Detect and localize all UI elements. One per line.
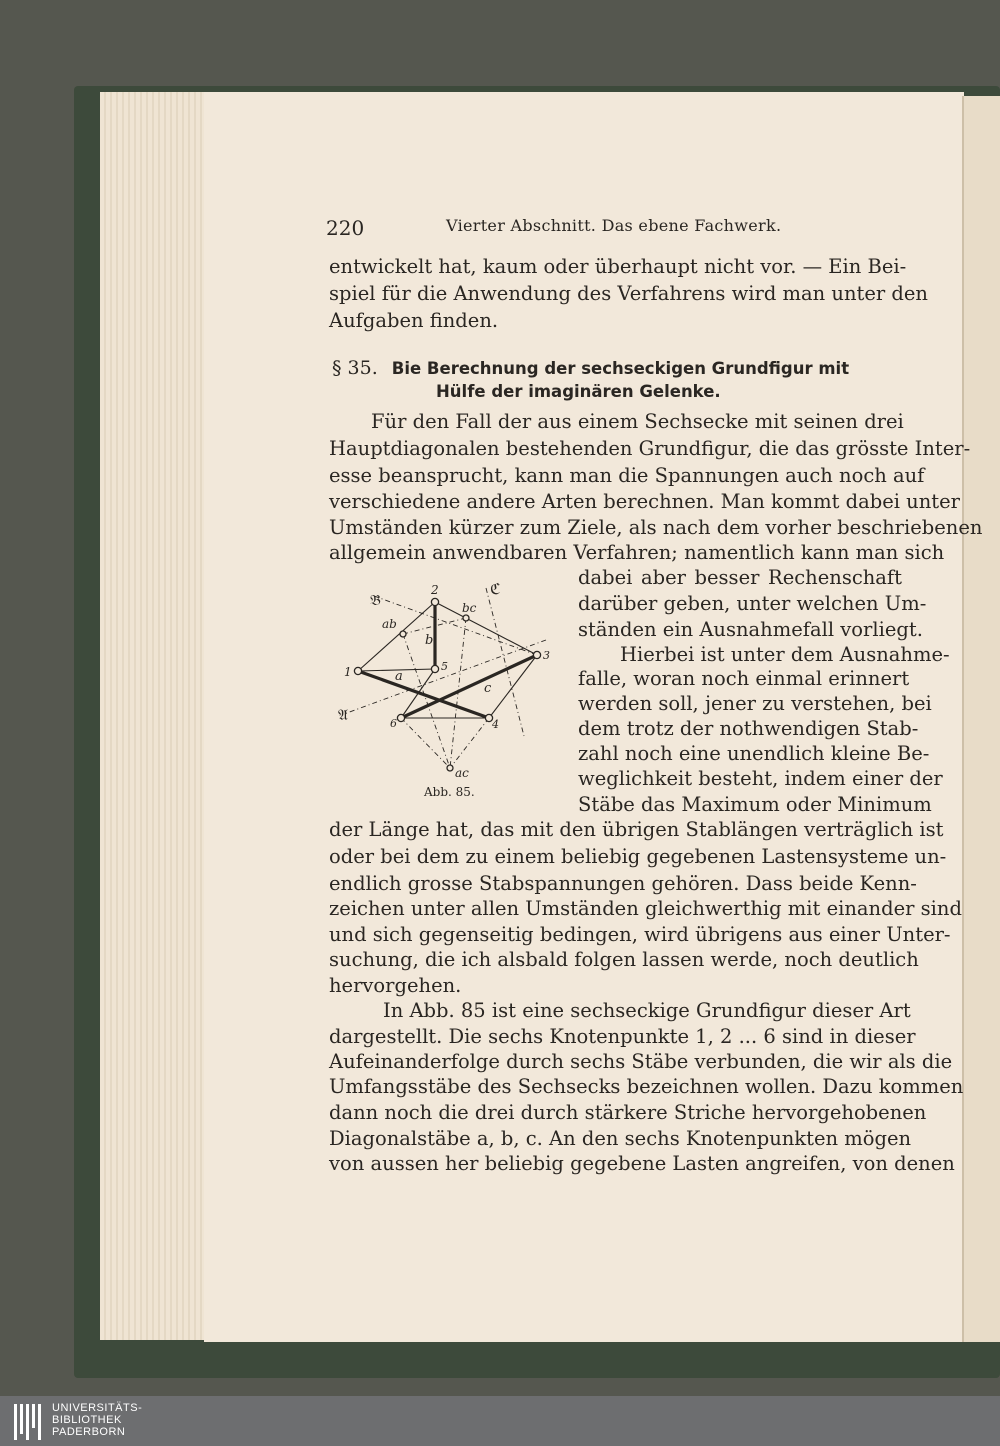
dashed-line (374, 596, 537, 655)
node-2 (431, 598, 438, 605)
dashed-line (450, 718, 489, 768)
node-3 (533, 651, 540, 658)
text-line: dabei aber besser Rechenschaft (578, 566, 902, 589)
text-line: von aussen her beliebig gegebene Lasten angreifen, von denen (329, 1152, 955, 1175)
label-bc: bc (462, 601, 477, 615)
text-line: Stäbe das Maximum oder Minimum (578, 793, 932, 816)
text-line: weglichkeit besteht, indem einer der (578, 767, 943, 790)
text-line: ständen ein Ausnahmefall vorliegt. (578, 618, 923, 641)
text-line: entwickelt hat, kaum oder überhaupt nicht vor. — Ein Bei- (329, 255, 907, 278)
text-line: verschiedene andere Arten berechnen. Man kommt dabei unter (329, 490, 960, 513)
text-line: In Abb. 85 ist eine sechseckige Grundfigur dieser Art (383, 999, 911, 1022)
truss-member (435, 602, 537, 655)
library-name (52, 1402, 142, 1438)
running-title: Vierter Abschnitt. Das ebene Fachwerk. (446, 216, 782, 235)
dashed-line (401, 718, 450, 768)
node-1 (354, 667, 361, 674)
library-name-line3: PADERBORN (52, 1426, 126, 1438)
text-line: allgemein anwendbaren Verfahren; namentlich kann man sich (329, 541, 945, 564)
figure-caption: Abb. 85. (424, 785, 475, 799)
text-line: der Länge hat, das mit den übrigen Stablängen verträglich ist (329, 818, 944, 841)
text-line: esse beansprucht, kann man die Spannungen auch noch auf (329, 464, 925, 487)
label-node-2: 2 (431, 583, 439, 597)
truss-member (358, 602, 435, 671)
library-footer (0, 1396, 1000, 1446)
text-line: dem trotz der nothwendigen Stab- (578, 717, 919, 740)
label-B: 𝔅 (370, 591, 381, 609)
university-logo-icon (14, 1404, 44, 1440)
section-title-line1: Bie Berechnung der sechseckigen Grundfigur mit (391, 359, 850, 378)
text-line: Umständen kürzer zum Ziele, als nach dem vorher beschriebenen (329, 516, 983, 539)
label-node-3: 3 (543, 649, 550, 662)
node-6 (397, 714, 404, 721)
node-5 (431, 665, 438, 672)
section-heading (332, 356, 849, 379)
diagonal-a (358, 671, 489, 718)
text-line: darüber geben, unter welchen Um- (578, 592, 927, 615)
label-b: b (425, 633, 434, 648)
label-c: c (484, 681, 492, 696)
label-node-6: 6 (390, 717, 397, 730)
label-A: 𝔄 (338, 706, 348, 724)
library-name-line2: BIBLIOTHEK (52, 1414, 122, 1426)
text-line: falle, woran noch einmal erinnert (578, 667, 910, 690)
page-number: 220 (326, 216, 365, 240)
section-title-line2: Hülfe der imaginären Gelenke. (436, 382, 721, 401)
text-line: suchung, die ich alsbald folgen lassen werde, noch deutlich (329, 948, 919, 971)
library-name-line1: UNIVERSITÄTS- (52, 1402, 143, 1414)
text-line: Hierbei ist unter dem Ausnahme- (620, 643, 950, 666)
label-ac: ac (455, 766, 469, 780)
text-line: Aufeinanderfolge durch sechs Stäbe verbunden, die wir als die (329, 1050, 953, 1073)
text-line: Umfangsstäbe des Sechsecks bezeichnen wollen. Dazu kommen (329, 1075, 964, 1098)
text-line: werden soll, jener zu verstehen, bei (578, 692, 932, 715)
label-ab: ab (382, 617, 397, 631)
text-line: spiel für die Anwendung des Verfahrens wird man unter den (329, 282, 928, 305)
label-C: ℭ (490, 580, 501, 598)
hexagon-truss-figure (334, 578, 560, 800)
text-line: zahl noch eine unendlich kleine Be- (578, 742, 930, 765)
text-line: dargestellt. Die sechs Knotenpunkte 1, 2 ... 6 sind in dieser (329, 1025, 916, 1048)
text-line: Diagonalstäbe a, b, c. An den sechs Knotenpunkten mögen (329, 1127, 912, 1150)
text-line: dann noch die drei durch stärkere Striche hervorgehobenen (329, 1101, 927, 1124)
label-a: a (395, 669, 403, 684)
section-symbol: § 35. (332, 357, 378, 379)
label-node-4: 4 (492, 718, 499, 731)
text-line: hervorgehen. (329, 974, 462, 997)
node-ac (447, 765, 453, 771)
text-line: endlich grosse Stabspannungen gehören. Dass beide Kenn- (329, 872, 917, 895)
label-node-5: 5 (441, 660, 448, 673)
text-line: zeichen unter allen Umständen gleichwerthig mit einander sind (329, 897, 962, 920)
text-line: Aufgaben finden. (329, 309, 499, 332)
label-node-1: 1 (344, 665, 352, 679)
text-line: und sich gegenseitig bedingen, wird übrigens aus einer Unter- (329, 923, 951, 946)
text-line: oder bei dem zu einem beliebig gegebenen Lastensysteme un- (329, 845, 947, 868)
node-bc (463, 615, 469, 621)
text-line: Hauptdiagonalen bestehenden Grundfigur, die das grösste Inter- (329, 437, 971, 460)
node-ab (400, 631, 406, 637)
text-line: Für den Fall der aus einem Sechsecke mit seinen drei (371, 410, 904, 433)
